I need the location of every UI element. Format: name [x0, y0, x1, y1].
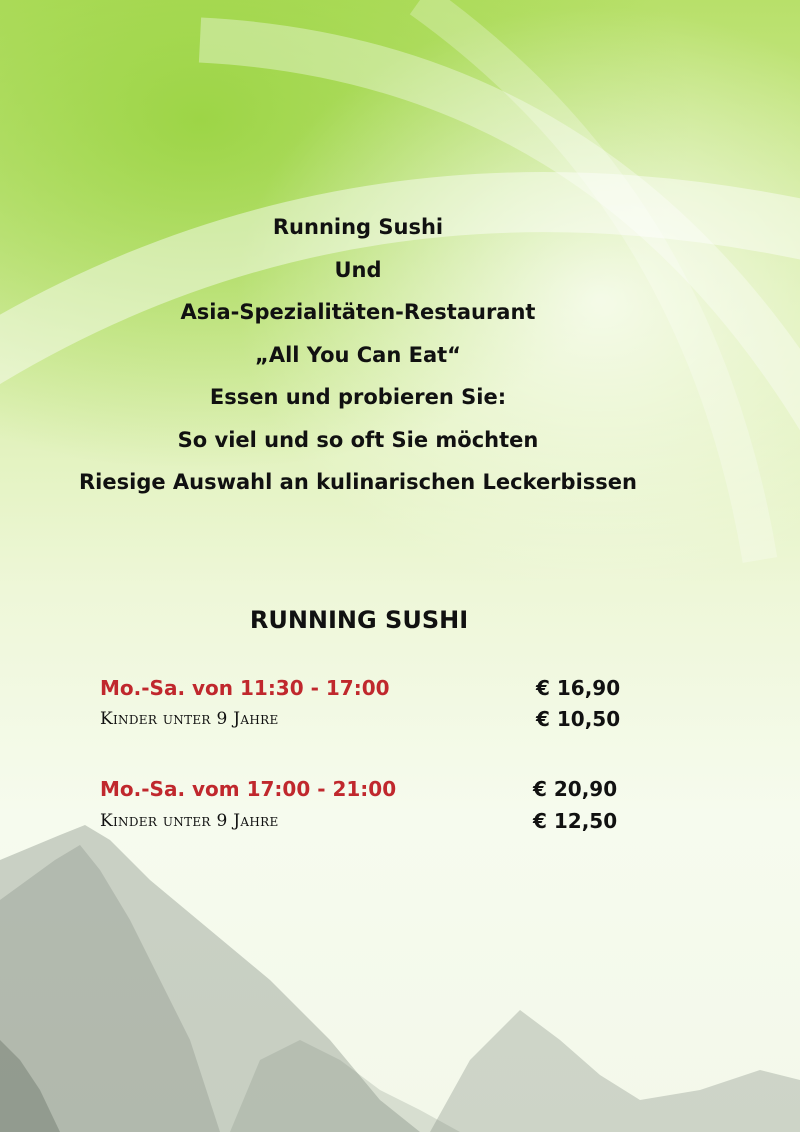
child-price-lunch: € 10,50: [536, 707, 621, 731]
intro-text-block: [0, 206, 716, 504]
time-label-dinner: Mo.-Sa. vom 17:00 - 21:00: [100, 777, 397, 801]
intro-line-essen: Essen und probieren Sie:: [209, 385, 507, 409]
child-price-dinner: € 12,50: [533, 809, 618, 833]
child-row-dinner: [100, 811, 279, 831]
intro-line-auswahl: Riesige Auswahl an kulinarischen Leckerbissen: [79, 470, 637, 494]
intro-line-und: Und: [334, 257, 382, 282]
intro-line-so-viel: So viel und so oft Sie möchten: [177, 427, 539, 452]
time-label-lunch: Mo.-Sa. von 11:30 - 17:00: [100, 676, 390, 700]
adult-price-lunch: € 16,90: [536, 676, 621, 700]
child-row-lunch: [100, 709, 279, 729]
intro-line-all-you-can-eat: „All You Can Eat“: [255, 342, 461, 367]
intro-line-title: Running Sushi: [272, 215, 444, 239]
price-row-lunch: [100, 676, 390, 700]
intro-line-restaurant: Asia-Spezialitäten-Restaurant: [180, 300, 536, 324]
adult-price-dinner: € 20,90: [533, 777, 618, 801]
section-title: RUNNING SUSHI: [249, 606, 469, 634]
child-label-lunch: Kinder unter 9 Jahre: [100, 709, 279, 729]
child-label-dinner: Kinder unter 9 Jahre: [100, 811, 279, 831]
price-row-dinner: [100, 777, 396, 801]
